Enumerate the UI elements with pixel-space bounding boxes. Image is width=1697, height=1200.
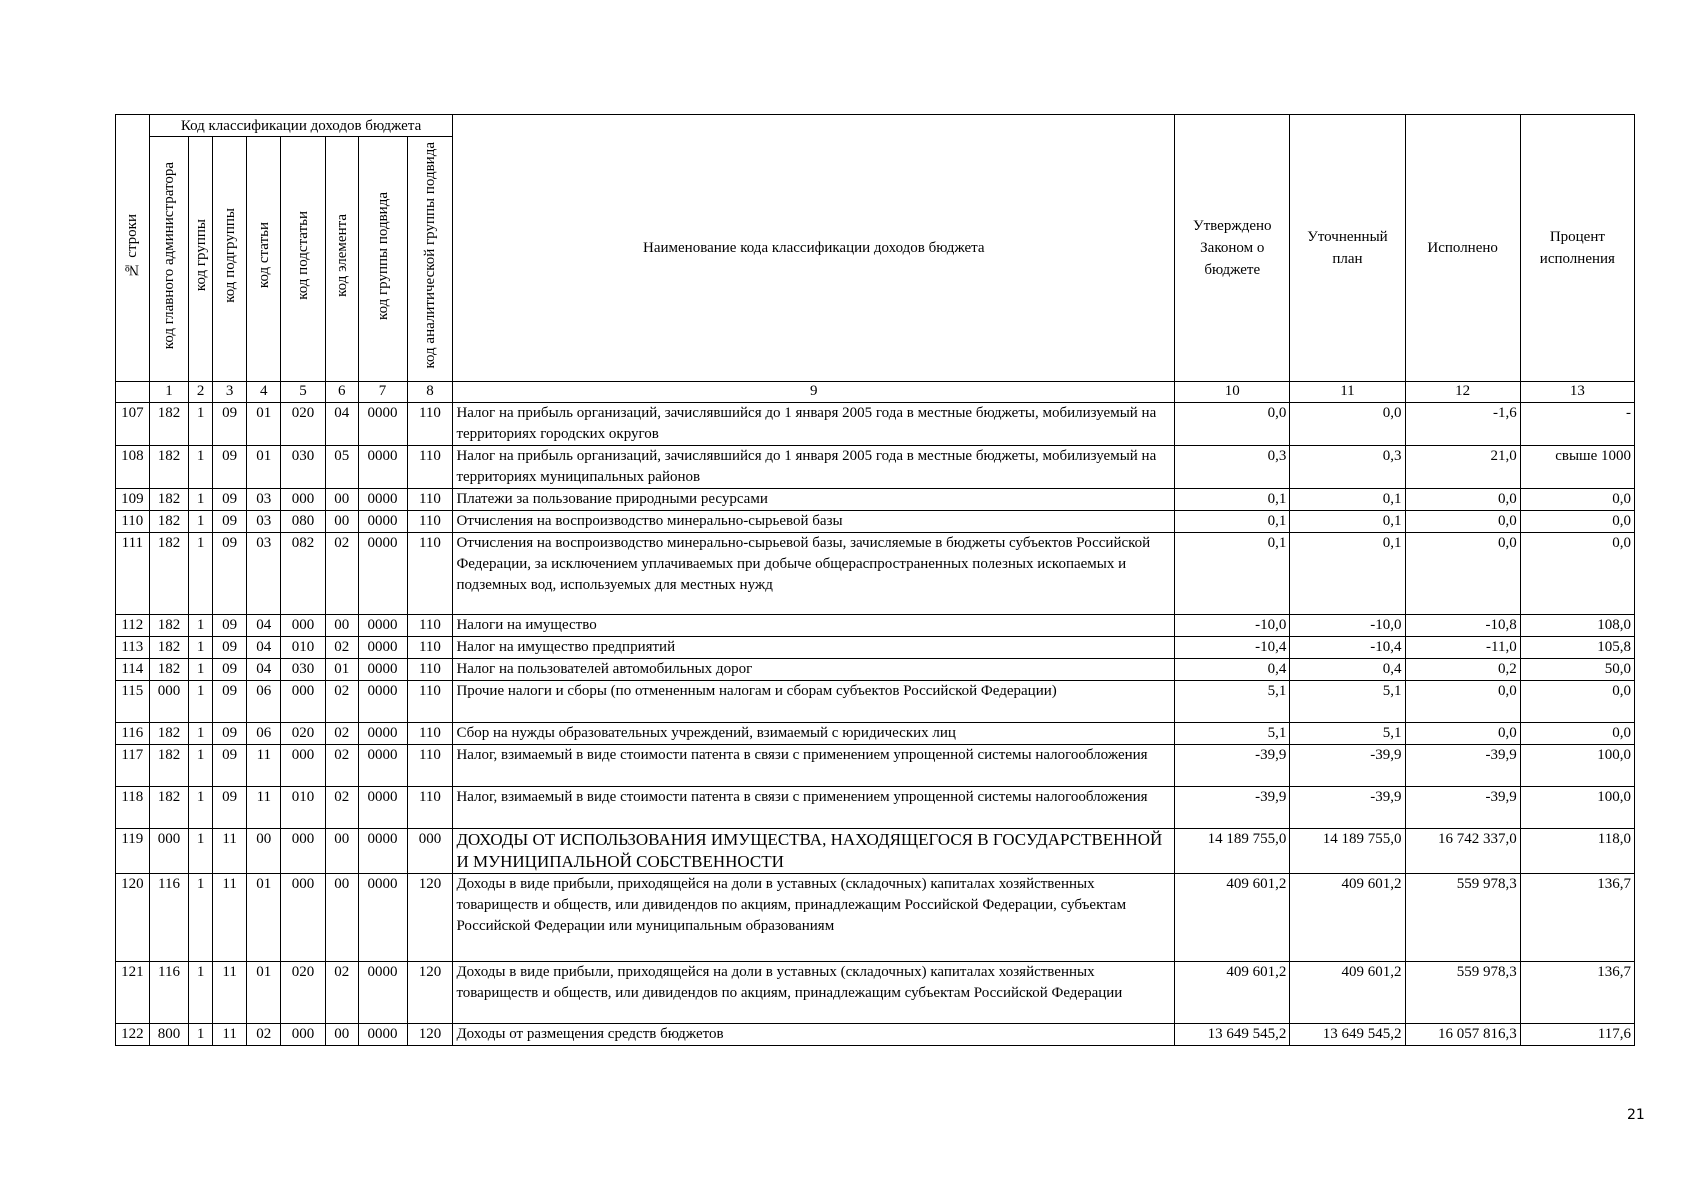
code-cell: 00 bbox=[325, 1024, 358, 1046]
name-cell: Отчисления на воспроизводство минерально-сырьевой базы bbox=[453, 511, 1175, 533]
row-number-cell: 119 bbox=[116, 829, 150, 874]
approved-cell: -39,9 bbox=[1175, 745, 1290, 787]
column-number: 12 bbox=[1405, 382, 1520, 403]
code-cell: 000 bbox=[281, 615, 326, 637]
table-row bbox=[116, 787, 1635, 829]
code-cell: 04 bbox=[325, 403, 358, 446]
percent-cell: 0,0 bbox=[1520, 489, 1634, 511]
executed-cell: 0,0 bbox=[1405, 511, 1520, 533]
code-cell: 0000 bbox=[358, 1024, 407, 1046]
code-cell: 1 bbox=[189, 659, 212, 681]
code-cell: 182 bbox=[149, 637, 189, 659]
executed-cell: -39,9 bbox=[1405, 745, 1520, 787]
code-cell: 182 bbox=[149, 533, 189, 615]
code-cell: 1 bbox=[189, 962, 212, 1024]
code-cell: 110 bbox=[407, 615, 453, 637]
revised-cell: 5,1 bbox=[1290, 681, 1405, 723]
percent-cell: 0,0 bbox=[1520, 723, 1634, 745]
executed-cell: 559 978,3 bbox=[1405, 874, 1520, 962]
percent-cell: 108,0 bbox=[1520, 615, 1634, 637]
header-percent: Процент исполнения bbox=[1520, 115, 1634, 382]
code-cell: 110 bbox=[407, 681, 453, 723]
code-cell: 110 bbox=[407, 745, 453, 787]
code-cell: 1 bbox=[189, 874, 212, 962]
header-code-analytic-group: код аналитической группы подвида bbox=[407, 137, 453, 382]
code-cell: 0000 bbox=[358, 637, 407, 659]
name-cell: Налог на прибыль организаций, зачислявшийся до 1 января 2005 года в местные бюджеты, мобилизуемый на территориях муниципальных районов bbox=[453, 446, 1175, 489]
code-cell: 116 bbox=[149, 962, 189, 1024]
code-cell: 0000 bbox=[358, 829, 407, 874]
code-cell: 09 bbox=[212, 403, 247, 446]
code-cell: 02 bbox=[325, 681, 358, 723]
code-cell: 020 bbox=[281, 403, 326, 446]
code-cell: 11 bbox=[212, 874, 247, 962]
column-number: 2 bbox=[189, 382, 212, 403]
code-cell: 030 bbox=[281, 446, 326, 489]
code-cell: 110 bbox=[407, 511, 453, 533]
name-cell: Сбор на нужды образовательных учреждений, взимаемый с юридических лиц bbox=[453, 723, 1175, 745]
percent-cell: 117,6 bbox=[1520, 1024, 1634, 1046]
code-cell: 182 bbox=[149, 615, 189, 637]
code-cell: 0000 bbox=[358, 723, 407, 745]
code-cell: 0000 bbox=[358, 615, 407, 637]
code-cell: 082 bbox=[281, 533, 326, 615]
executed-cell: 21,0 bbox=[1405, 446, 1520, 489]
code-cell: 02 bbox=[325, 745, 358, 787]
code-cell: 0000 bbox=[358, 533, 407, 615]
row-number-cell: 118 bbox=[116, 787, 150, 829]
executed-cell: 0,0 bbox=[1405, 533, 1520, 615]
header-code-group: Код классификации доходов бюджета bbox=[149, 115, 453, 137]
code-cell: 0000 bbox=[358, 962, 407, 1024]
code-cell: 110 bbox=[407, 533, 453, 615]
name-cell: Прочие налоги и сборы (по отмененным налогам и сборам субъектов Российской Федерации) bbox=[453, 681, 1175, 723]
table-row bbox=[116, 659, 1635, 681]
code-cell: 1 bbox=[189, 489, 212, 511]
code-cell: 04 bbox=[247, 637, 281, 659]
executed-cell: 0,0 bbox=[1405, 723, 1520, 745]
code-cell: 06 bbox=[247, 681, 281, 723]
executed-cell: -1,6 bbox=[1405, 403, 1520, 446]
row-number-cell: 111 bbox=[116, 533, 150, 615]
revised-cell: 13 649 545,2 bbox=[1290, 1024, 1405, 1046]
code-cell: 06 bbox=[247, 723, 281, 745]
row-number-cell: 116 bbox=[116, 723, 150, 745]
header-code-group-col: код группы bbox=[189, 137, 212, 382]
name-cell: Налог, взимаемый в виде стоимости патента в связи с применением упрощенной системы налогообложения bbox=[453, 787, 1175, 829]
column-number: 5 bbox=[281, 382, 326, 403]
code-cell: 0000 bbox=[358, 403, 407, 446]
header-name: Наименование кода классификации доходов бюджета bbox=[453, 115, 1175, 382]
approved-cell: 0,1 bbox=[1175, 489, 1290, 511]
code-cell: 03 bbox=[247, 511, 281, 533]
percent-cell: 136,7 bbox=[1520, 874, 1634, 962]
code-cell: 00 bbox=[325, 489, 358, 511]
table-row bbox=[116, 874, 1635, 962]
code-cell: 09 bbox=[212, 489, 247, 511]
code-cell: 09 bbox=[212, 637, 247, 659]
executed-cell: 16 742 337,0 bbox=[1405, 829, 1520, 874]
code-cell: 110 bbox=[407, 446, 453, 489]
column-number: 4 bbox=[247, 382, 281, 403]
table-row bbox=[116, 681, 1635, 723]
code-cell: 09 bbox=[212, 787, 247, 829]
approved-cell: 0,3 bbox=[1175, 446, 1290, 489]
name-cell: Налоги на имущество bbox=[453, 615, 1175, 637]
code-cell: 1 bbox=[189, 446, 212, 489]
percent-cell: 50,0 bbox=[1520, 659, 1634, 681]
row-number-cell: 122 bbox=[116, 1024, 150, 1046]
header-code-element: код элемента bbox=[325, 137, 358, 382]
revised-cell: 409 601,2 bbox=[1290, 962, 1405, 1024]
code-cell: 0000 bbox=[358, 511, 407, 533]
code-cell: 110 bbox=[407, 403, 453, 446]
executed-cell: 16 057 816,3 bbox=[1405, 1024, 1520, 1046]
code-cell: 120 bbox=[407, 962, 453, 1024]
column-number: 8 bbox=[407, 382, 453, 403]
header-approved: Утверждено Законом о бюджете bbox=[1175, 115, 1290, 382]
row-number-cell: 110 bbox=[116, 511, 150, 533]
column-number: 10 bbox=[1175, 382, 1290, 403]
code-cell: 110 bbox=[407, 787, 453, 829]
table-row bbox=[116, 962, 1635, 1024]
column-number: 3 bbox=[212, 382, 247, 403]
table-row bbox=[116, 446, 1635, 489]
code-cell: 11 bbox=[212, 829, 247, 874]
code-cell: 1 bbox=[189, 681, 212, 723]
table-row bbox=[116, 615, 1635, 637]
header-code-admin: код главного администратора bbox=[149, 137, 189, 382]
row-number-cell: 109 bbox=[116, 489, 150, 511]
header-row-number: № строки bbox=[116, 115, 150, 382]
table-row bbox=[116, 829, 1635, 874]
code-cell: 01 bbox=[247, 962, 281, 1024]
row-number-cell: 117 bbox=[116, 745, 150, 787]
code-cell: 00 bbox=[325, 829, 358, 874]
header-code-subgroup: код подгруппы bbox=[212, 137, 247, 382]
code-cell: 0000 bbox=[358, 659, 407, 681]
code-cell: 00 bbox=[325, 615, 358, 637]
code-cell: 11 bbox=[247, 745, 281, 787]
code-cell: 182 bbox=[149, 745, 189, 787]
executed-cell: 559 978,3 bbox=[1405, 962, 1520, 1024]
approved-cell: -39,9 bbox=[1175, 787, 1290, 829]
table-row bbox=[116, 745, 1635, 787]
row-number-cell: 114 bbox=[116, 659, 150, 681]
code-cell: 1 bbox=[189, 511, 212, 533]
percent-cell: 100,0 bbox=[1520, 787, 1634, 829]
percent-cell: 105,8 bbox=[1520, 637, 1634, 659]
code-cell: 0000 bbox=[358, 489, 407, 511]
code-cell: 01 bbox=[325, 659, 358, 681]
executed-cell: -39,9 bbox=[1405, 787, 1520, 829]
revised-cell: 0,1 bbox=[1290, 533, 1405, 615]
row-number-cell: 120 bbox=[116, 874, 150, 962]
name-cell: Налог, взимаемый в виде стоимости патента в связи с применением упрощенной системы налогообложения bbox=[453, 745, 1175, 787]
code-cell: 000 bbox=[281, 829, 326, 874]
revised-cell: 14 189 755,0 bbox=[1290, 829, 1405, 874]
code-cell: 1 bbox=[189, 829, 212, 874]
code-cell: 0000 bbox=[358, 681, 407, 723]
code-cell: 01 bbox=[247, 446, 281, 489]
table-row bbox=[116, 637, 1635, 659]
approved-cell: -10,0 bbox=[1175, 615, 1290, 637]
executed-cell: 0,2 bbox=[1405, 659, 1520, 681]
code-cell: 11 bbox=[247, 787, 281, 829]
revised-cell: -10,0 bbox=[1290, 615, 1405, 637]
code-cell: 02 bbox=[325, 962, 358, 1024]
approved-cell: -10,4 bbox=[1175, 637, 1290, 659]
approved-cell: 5,1 bbox=[1175, 723, 1290, 745]
table-row bbox=[116, 511, 1635, 533]
code-cell: 09 bbox=[212, 446, 247, 489]
code-cell: 182 bbox=[149, 659, 189, 681]
revised-cell: 409 601,2 bbox=[1290, 874, 1405, 962]
code-cell: 000 bbox=[281, 745, 326, 787]
column-number-blank bbox=[116, 382, 150, 403]
column-number: 6 bbox=[325, 382, 358, 403]
code-cell: 110 bbox=[407, 659, 453, 681]
row-number-cell: 107 bbox=[116, 403, 150, 446]
code-cell: 02 bbox=[325, 723, 358, 745]
code-cell: 110 bbox=[407, 489, 453, 511]
approved-cell: 0,0 bbox=[1175, 403, 1290, 446]
code-cell: 000 bbox=[149, 829, 189, 874]
approved-cell: 0,1 bbox=[1175, 511, 1290, 533]
page-number: 21 bbox=[1627, 1107, 1645, 1123]
code-cell: 02 bbox=[325, 637, 358, 659]
table-row bbox=[116, 1024, 1635, 1046]
code-cell: 010 bbox=[281, 637, 326, 659]
revised-cell: 0,3 bbox=[1290, 446, 1405, 489]
approved-cell: 13 649 545,2 bbox=[1175, 1024, 1290, 1046]
code-cell: 1 bbox=[189, 745, 212, 787]
table-row bbox=[116, 533, 1635, 615]
name-cell: Доходы от размещения средств бюджетов bbox=[453, 1024, 1175, 1046]
code-cell: 09 bbox=[212, 533, 247, 615]
header-code-subtype-group: код группы подвида bbox=[358, 137, 407, 382]
code-cell: 116 bbox=[149, 874, 189, 962]
approved-cell: 14 189 755,0 bbox=[1175, 829, 1290, 874]
header-code-subarticle: код подстатьи bbox=[281, 137, 326, 382]
approved-cell: 0,4 bbox=[1175, 659, 1290, 681]
code-cell: 1 bbox=[189, 403, 212, 446]
header-code-article: код статьи bbox=[247, 137, 281, 382]
code-cell: 182 bbox=[149, 446, 189, 489]
name-cell: Отчисления на воспроизводство минерально-сырьевой базы, зачисляемые в бюджеты субъектов Российской Федерации, за исключением уплачиваемых при добыче общераспространенных полезных ископаемых и подземных вод, используемых для местных нужд bbox=[453, 533, 1175, 615]
revised-cell: 5,1 bbox=[1290, 723, 1405, 745]
code-cell: 04 bbox=[247, 615, 281, 637]
code-cell: 05 bbox=[325, 446, 358, 489]
executed-cell: 0,0 bbox=[1405, 681, 1520, 723]
executed-cell: -10,8 bbox=[1405, 615, 1520, 637]
code-cell: 030 bbox=[281, 659, 326, 681]
header-revised: Уточненный план bbox=[1290, 115, 1405, 382]
column-number: 11 bbox=[1290, 382, 1405, 403]
percent-cell: 0,0 bbox=[1520, 681, 1634, 723]
row-number-cell: 112 bbox=[116, 615, 150, 637]
code-cell: 182 bbox=[149, 403, 189, 446]
code-cell: 000 bbox=[149, 681, 189, 723]
code-cell: 020 bbox=[281, 723, 326, 745]
table-row bbox=[116, 723, 1635, 745]
percent-cell: 100,0 bbox=[1520, 745, 1634, 787]
row-number-cell: 108 bbox=[116, 446, 150, 489]
code-cell: 182 bbox=[149, 787, 189, 829]
table-row bbox=[116, 403, 1635, 446]
revised-cell: -39,9 bbox=[1290, 745, 1405, 787]
revised-cell: 0,1 bbox=[1290, 511, 1405, 533]
executed-cell: -11,0 bbox=[1405, 637, 1520, 659]
percent-cell: 0,0 bbox=[1520, 533, 1634, 615]
header-executed: Исполнено bbox=[1405, 115, 1520, 382]
code-cell: 11 bbox=[212, 962, 247, 1024]
row-number-cell: 115 bbox=[116, 681, 150, 723]
code-cell: 110 bbox=[407, 723, 453, 745]
approved-cell: 409 601,2 bbox=[1175, 874, 1290, 962]
percent-cell: 136,7 bbox=[1520, 962, 1634, 1024]
code-cell: 182 bbox=[149, 723, 189, 745]
code-cell: 00 bbox=[325, 511, 358, 533]
code-cell: 000 bbox=[281, 874, 326, 962]
name-cell: Налог на пользователей автомобильных дорог bbox=[453, 659, 1175, 681]
code-cell: 000 bbox=[281, 1024, 326, 1046]
code-cell: 000 bbox=[281, 489, 326, 511]
code-cell: 1 bbox=[189, 1024, 212, 1046]
code-cell: 02 bbox=[325, 787, 358, 829]
code-cell: 02 bbox=[325, 533, 358, 615]
code-cell: 182 bbox=[149, 511, 189, 533]
revised-cell: 0,0 bbox=[1290, 403, 1405, 446]
approved-cell: 409 601,2 bbox=[1175, 962, 1290, 1024]
approved-cell: 5,1 bbox=[1175, 681, 1290, 723]
code-cell: 800 bbox=[149, 1024, 189, 1046]
revised-cell: -39,9 bbox=[1290, 787, 1405, 829]
code-cell: 010 bbox=[281, 787, 326, 829]
code-cell: 09 bbox=[212, 723, 247, 745]
code-cell: 0000 bbox=[358, 745, 407, 787]
code-cell: 182 bbox=[149, 489, 189, 511]
executed-cell: 0,0 bbox=[1405, 489, 1520, 511]
code-cell: 000 bbox=[281, 681, 326, 723]
code-cell: 00 bbox=[247, 829, 281, 874]
row-number-cell: 121 bbox=[116, 962, 150, 1024]
code-cell: 09 bbox=[212, 615, 247, 637]
code-cell: 0000 bbox=[358, 787, 407, 829]
revised-cell: -10,4 bbox=[1290, 637, 1405, 659]
code-cell: 120 bbox=[407, 1024, 453, 1046]
column-number: 1 bbox=[149, 382, 189, 403]
code-cell: 1 bbox=[189, 787, 212, 829]
name-cell: Доходы в виде прибыли, приходящейся на доли в уставных (складочных) капиталах хозяйственных товариществ и обществ, или дивидендов по акциям, принадлежащим Российской Федерации, субъектам Российской Федерации или муниципальным образованиям bbox=[453, 874, 1175, 962]
name-cell: Доходы в виде прибыли, приходящейся на доли в уставных (складочных) капиталах хозяйственных товариществ и обществ, или дивидендов по акциям, принадлежащим субъектам Российской Федерации bbox=[453, 962, 1175, 1024]
percent-cell: 0,0 bbox=[1520, 511, 1634, 533]
code-cell: 0000 bbox=[358, 446, 407, 489]
name-cell: ДОХОДЫ ОТ ИСПОЛЬЗОВАНИЯ ИМУЩЕСТВА, НАХОДЯЩЕГОСЯ В ГОСУДАРСТВЕННОЙ И МУНИЦИПАЛЬНОЙ СОБСТВЕННОСТИ bbox=[453, 829, 1175, 874]
code-cell: 03 bbox=[247, 533, 281, 615]
percent-cell: - bbox=[1520, 403, 1634, 446]
column-number: 7 bbox=[358, 382, 407, 403]
percent-cell: 118,0 bbox=[1520, 829, 1634, 874]
code-cell: 1 bbox=[189, 723, 212, 745]
code-cell: 04 bbox=[247, 659, 281, 681]
code-cell: 120 bbox=[407, 874, 453, 962]
code-cell: 110 bbox=[407, 637, 453, 659]
table-row bbox=[116, 489, 1635, 511]
code-cell: 01 bbox=[247, 403, 281, 446]
column-number: 9 bbox=[453, 382, 1175, 403]
budget-revenue-table bbox=[115, 114, 1635, 1046]
code-cell: 000 bbox=[407, 829, 453, 874]
name-cell: Платежи за пользование природными ресурсами bbox=[453, 489, 1175, 511]
column-numbers-row bbox=[116, 382, 1635, 403]
code-cell: 03 bbox=[247, 489, 281, 511]
code-cell: 1 bbox=[189, 615, 212, 637]
name-cell: Налог на прибыль организаций, зачислявшийся до 1 января 2005 года в местные бюджеты, мобилизуемый на территориях городских округов bbox=[453, 403, 1175, 446]
code-cell: 00 bbox=[325, 874, 358, 962]
code-cell: 09 bbox=[212, 659, 247, 681]
code-cell: 09 bbox=[212, 681, 247, 723]
code-cell: 11 bbox=[212, 1024, 247, 1046]
code-cell: 020 bbox=[281, 962, 326, 1024]
code-cell: 02 bbox=[247, 1024, 281, 1046]
column-number: 13 bbox=[1520, 382, 1634, 403]
code-cell: 080 bbox=[281, 511, 326, 533]
revised-cell: 0,1 bbox=[1290, 489, 1405, 511]
table-body bbox=[116, 403, 1635, 1046]
code-cell: 01 bbox=[247, 874, 281, 962]
code-cell: 09 bbox=[212, 745, 247, 787]
code-cell: 0000 bbox=[358, 874, 407, 962]
name-cell: Налог на имущество предприятий bbox=[453, 637, 1175, 659]
code-cell: 09 bbox=[212, 511, 247, 533]
code-cell: 1 bbox=[189, 637, 212, 659]
code-cell: 1 bbox=[189, 533, 212, 615]
percent-cell: свыше 1000 bbox=[1520, 446, 1634, 489]
approved-cell: 0,1 bbox=[1175, 533, 1290, 615]
revised-cell: 0,4 bbox=[1290, 659, 1405, 681]
row-number-cell: 113 bbox=[116, 637, 150, 659]
